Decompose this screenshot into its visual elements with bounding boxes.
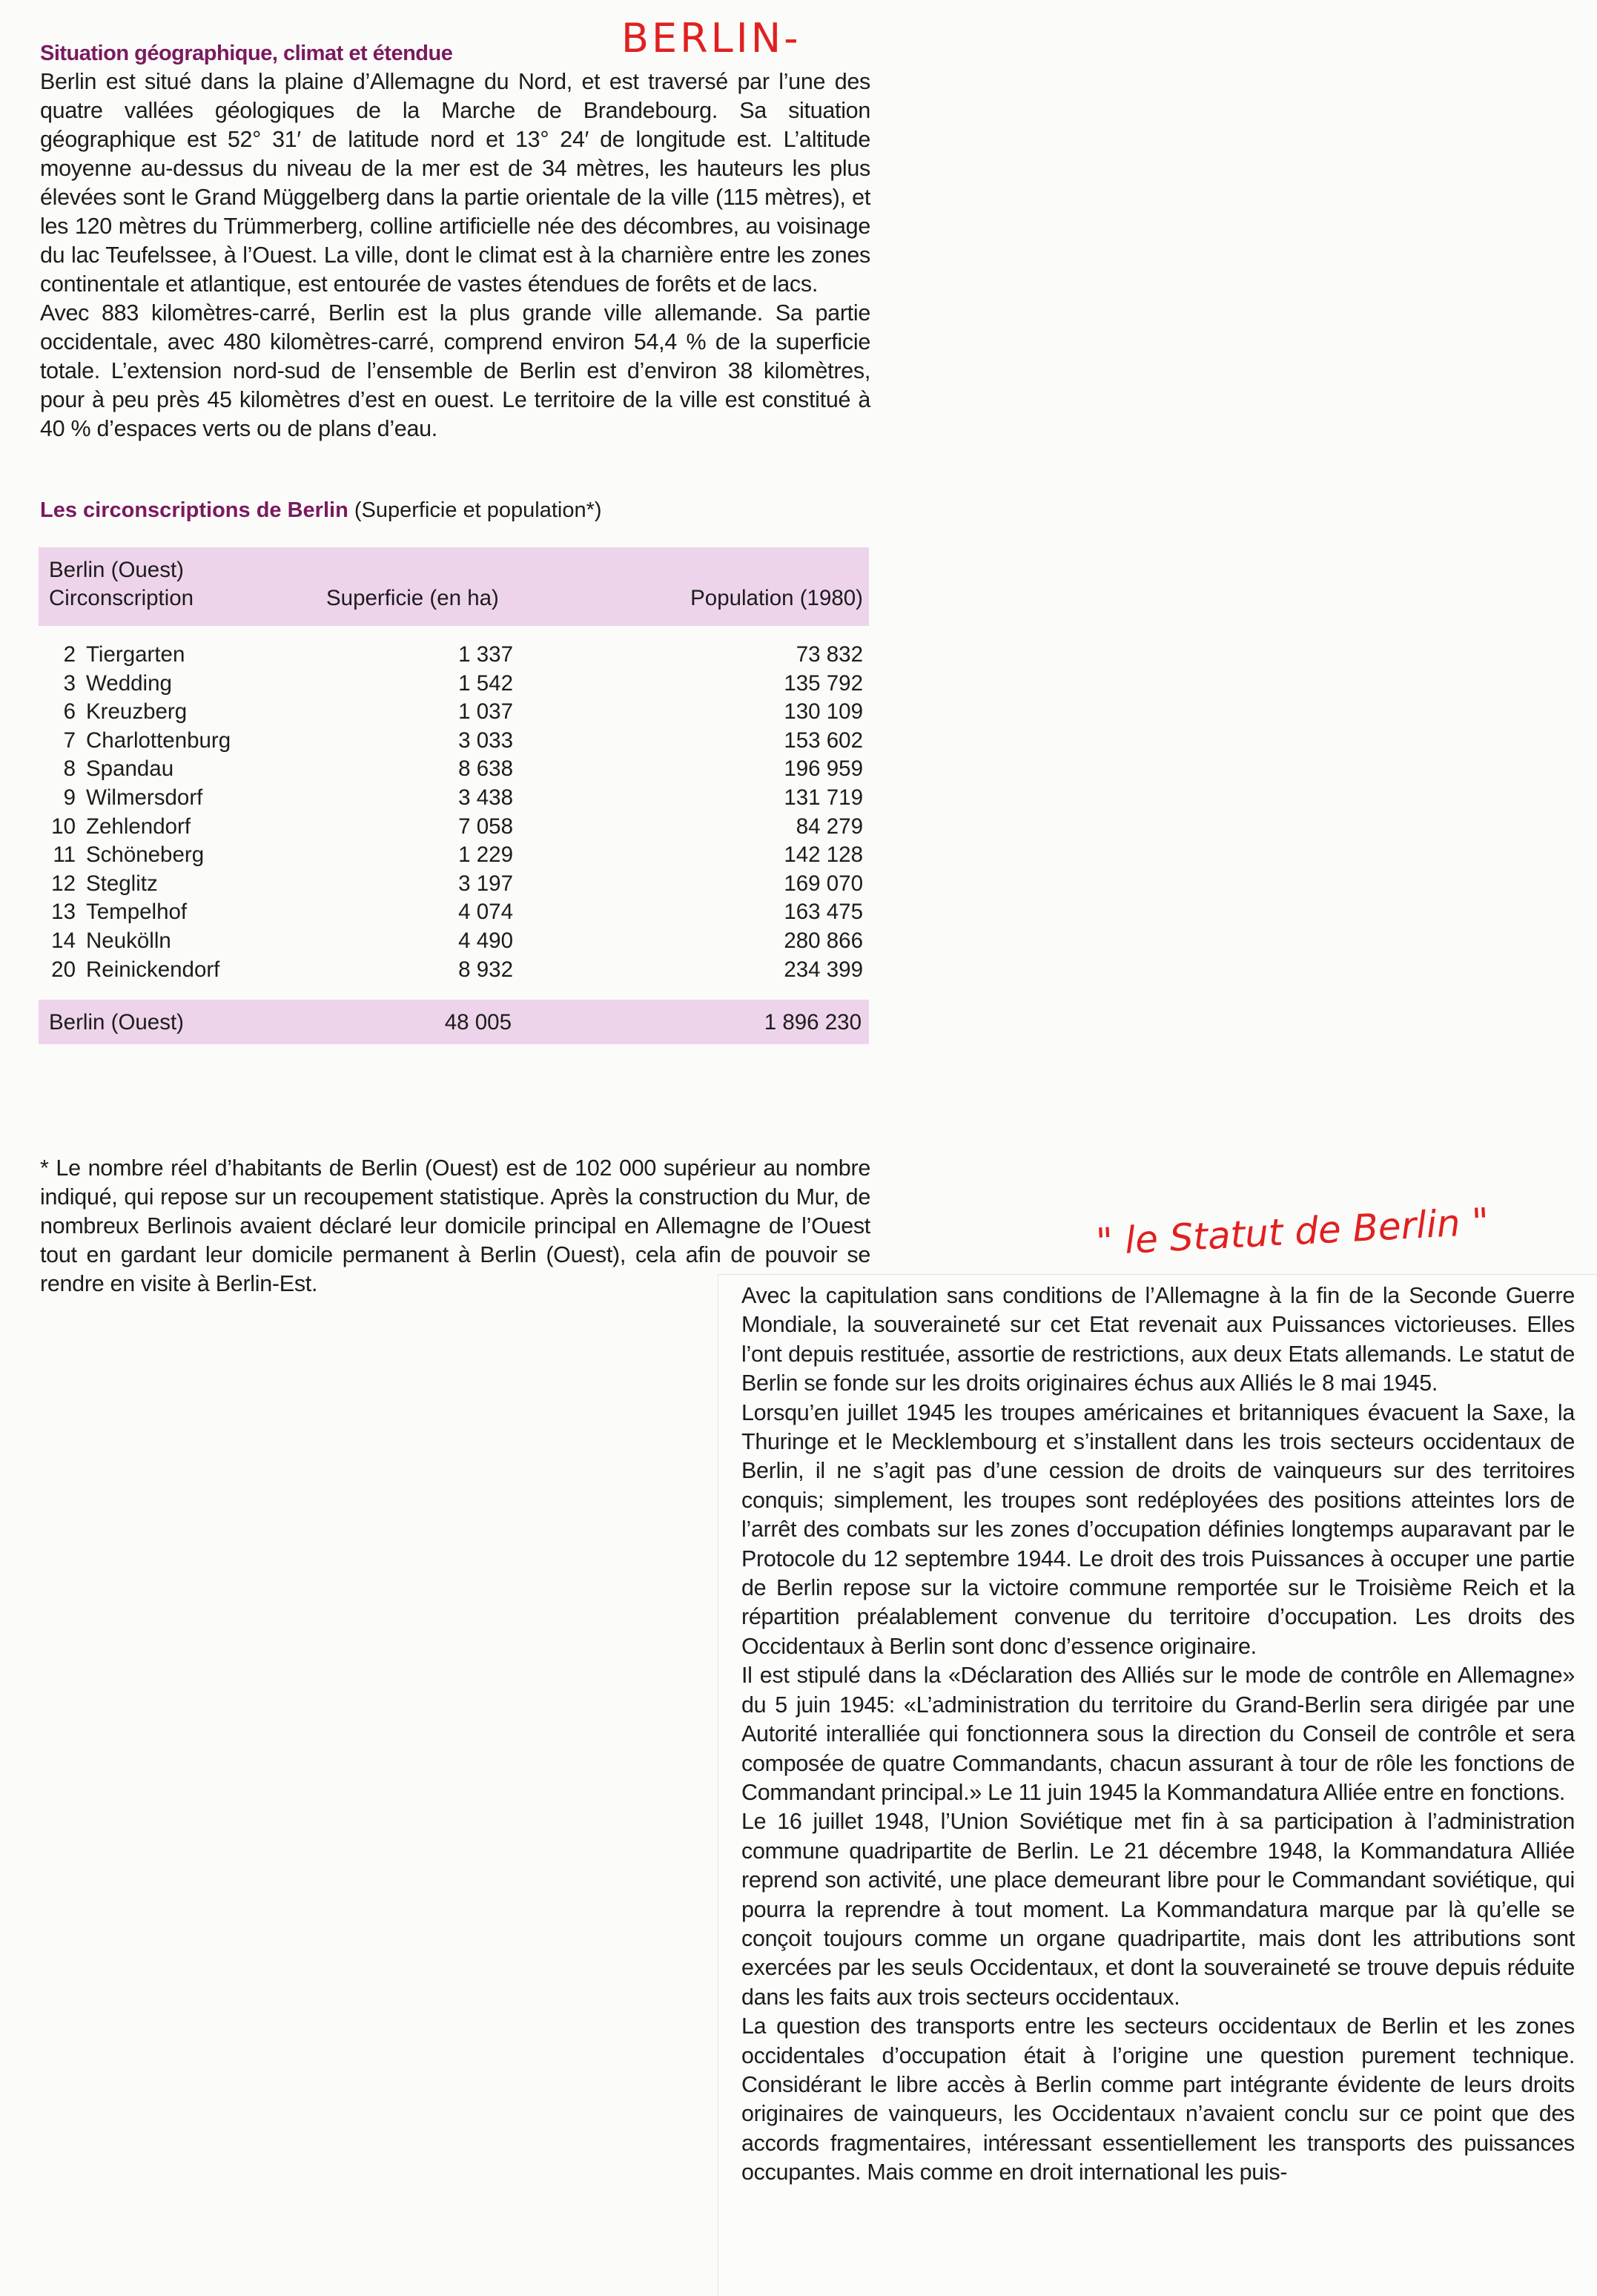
district-name: Schöneberg [86, 842, 205, 868]
table-row [39, 900, 869, 928]
table-row [39, 728, 869, 757]
district-population: 84 279 [796, 814, 863, 839]
statut-paragraph-2: Lorsqu’en juillet 1945 les troupes américaines et britanniques évacuent la Saxe, la Thuringe et le Mecklembourg et s’installent dans les trois secteurs occidentaux de Berlin, il ne s’agit pas d’une cession de droits de vainqueurs sur des territoires conquis; simplement, les troupes sont redéployées des positions atteintes lors de l’arrêt des combats sur les zones d’occupation définies longtemps auparavant par le Protocole du 12 septembre 1944. Le droit des trois Puissances à occuper une partie de Berlin repose sur la victoire commune remportée sur le Troisième Reich et la répartition préalablement convenue du territoire d’occupation. Les droits des Occidentaux à Berlin sont donc d’essence originaire. [741, 1399, 1575, 1659]
statut-paragraph-4: Le 16 juillet 1948, l’Union Soviétique met fin à sa participation à l’administration commune quadripartite de Berlin. Le 21 décembre 1948, la Kommandatura Alliée reprend son activité, une place demeurant libre pour le Commandant soviétique, qui pourra la reprendre à tout moment. La Kommandatura marque par là qu’elle se conçoit toujours comme un organe quadripartite, mais dont les attributions sont exercées par les seuls Occidentaux, et dont la souveraineté se trouve depuis réduite dans les faits aux trois secteurs occidentaux. [741, 1809, 1575, 2010]
district-area: 8 638 [458, 756, 513, 782]
district-area: 3 438 [458, 785, 513, 810]
district-number: 20 [51, 957, 76, 982]
handwritten-statut-title: " le Statut de Berlin " [1094, 1200, 1490, 1264]
district-name: Spandau [86, 756, 174, 782]
district-population: 234 399 [784, 957, 863, 982]
district-name: Steglitz [86, 871, 158, 896]
table-row [39, 814, 869, 843]
section-title: Situation géographique, climat et étendue [40, 42, 453, 65]
table-row [39, 957, 869, 986]
geography-section [40, 42, 870, 443]
district-population: 135 792 [784, 670, 863, 696]
table-row [39, 756, 869, 785]
district-number: 3 [63, 670, 76, 696]
district-number: 8 [63, 756, 76, 782]
district-population: 163 475 [784, 900, 863, 925]
district-population: 73 832 [796, 642, 863, 667]
district-number: 14 [51, 928, 76, 953]
total-label: Berlin (Ouest) [49, 1010, 184, 1035]
district-area: 1 037 [458, 699, 513, 725]
district-name: Wedding [86, 670, 172, 696]
district-name: Kreuzberg [86, 699, 188, 725]
table-row [39, 642, 869, 671]
district-name: Tempelhof [86, 900, 188, 925]
district-number: 13 [51, 900, 76, 925]
district-population: 130 109 [784, 699, 863, 725]
district-number: 7 [63, 728, 76, 753]
geography-paragraph-2: Avec 883 kilomètres-carré, Berlin est la plus grande ville allemande. Sa partie occidentale, avec 480 kilomètres-carré, comprend environ 54,4 % de la superficie totale. L’extension nord-sud de l’ensemble de Berlin est d’environ 38 kilomètres, pour à peu près 45 kilomètres d’est en ouest. Le territoire de la ville est constitué à 40 % d’espaces verts ou de plans d’eau. [40, 300, 870, 441]
district-area: 1 229 [458, 842, 513, 868]
table-title: Les circonscriptions de Berlin [40, 498, 348, 522]
district-name: Zehlendorf [86, 814, 191, 839]
table-row [39, 928, 869, 957]
district-population: 131 719 [784, 785, 863, 810]
table-row [39, 785, 869, 814]
district-name: Reinickendorf [86, 957, 220, 982]
district-number: 2 [63, 642, 76, 667]
table-row [39, 842, 869, 871]
district-population: 196 959 [784, 756, 863, 782]
district-population: 169 070 [784, 871, 863, 896]
district-number: 6 [63, 699, 76, 725]
district-area: 7 058 [458, 814, 513, 839]
table-row [39, 871, 869, 900]
district-area: 3 033 [458, 728, 513, 753]
district-number: 10 [51, 814, 76, 839]
district-name: Wilmersdorf [86, 785, 203, 810]
table-row [39, 699, 869, 728]
total-area: 48 005 [444, 1010, 512, 1035]
district-number: 11 [53, 842, 76, 868]
table-row [39, 671, 869, 700]
statut-paragraph-5: La question des transports entre les secteurs occidentaux de Berlin et les zones occidentales d’occupation était à l’origine une question purement technique. Considérant le libre accès à Berlin comme part intégrante évidente de leurs droits originaires de vainqueurs, les Occidentaux n’avaient conclu sur ce point que des accords fragmentaires, intéressant essentiellement les transports des puissances occupantes. Mais comme en droit international les puis- [741, 2013, 1575, 2186]
district-number: 9 [63, 785, 76, 810]
district-area: 1 542 [458, 670, 513, 696]
district-area: 4 074 [458, 900, 513, 925]
district-number: 12 [51, 871, 76, 896]
district-name: Charlottenburg [86, 728, 231, 753]
district-name: Neukölln [86, 928, 171, 953]
statut-paragraph-3: Il est stipulé dans la «Déclaration des Alliés sur le mode de contrôle en Allemagne» du 5 juin 1945: «L’administration du territoire du Grand-Berlin sera dirigée par une Autorité interalliée qui fonctionnera sous la direction du Conseil de contrôle et sera composée de quatre Commandants, chacun assurant à tour de rôle les fonctions de Commandant principal.» Le 11 juin 1945 la Kommandatura Alliée entre en fonctions. [741, 1663, 1575, 1805]
statut-section [741, 1281, 1575, 2188]
district-area: 3 197 [458, 871, 513, 896]
footnote-text: * Le nombre réel d’habitants de Berlin (Ouest) est de 102 000 supérieur au nombre indiqué, qui repose sur un recoupement statistique. Après la construction du Mur, de nombreux Berlinois avaient déclaré leur domicile principal en Allemagne de l’Ouest tout en gardant leur domicile permanent à Berlin (Ouest), cela afin de pouvoir se rendre en visite à Berlin-Est. [40, 1155, 870, 1296]
district-area: 1 337 [458, 642, 513, 667]
district-area: 8 932 [458, 957, 513, 982]
table-heading [40, 498, 602, 523]
statut-paragraph-1: Avec la capitulation sans conditions de l’Allemagne à la fin de la Seconde Guerre Mondiale, la souveraineté sur cet Etat revenait aux Puissances victorieuses. Elles l’ont depuis restituée, assortie de restrictions, aux deux Etats allemands. Le statut de Berlin se fonde sur les droits originaires échus aux Alliés le 8 mai 1945. [741, 1283, 1575, 1396]
header-circonscription: Circonscription [49, 586, 194, 610]
header-berlin-ouest: Berlin (Ouest) [49, 558, 184, 582]
header-superficie: Superficie (en ha) [326, 586, 499, 610]
district-population: 153 602 [784, 728, 863, 753]
district-population: 280 866 [784, 928, 863, 953]
geography-paragraph-1: Berlin est situé dans la plaine d’Allemagne du Nord, et est traversé par l’une des quatre vallées géologiques de la Marche de Brandebourg. Sa situation géographique est 52° 31′ de latitude nord et 13° 24′ de longitude est. L’altitude moyenne au-dessus du niveau de la mer est de 34 mètres, les hauteurs les plus élevées sont le Grand Müggelberg dans la partie orientale de la ville (115 mètres), et les 120 mètres du Trümmerberg, colline artificielle née des décombres, au voisinage du lac Teufelssee, à l’Ouest. La ville, dont le climat est à la charnière entre les zones continentale et atlantique, est entourée de vastes étendues de forêts et de lacs. [40, 69, 870, 297]
district-population: 142 128 [784, 842, 863, 868]
table-subtitle: (Superficie et population*) [354, 498, 602, 522]
total-population: 1 896 230 [764, 1010, 862, 1035]
header-population: Population (1980) [690, 586, 863, 610]
district-area: 4 490 [458, 928, 513, 953]
handwritten-title: BERLIN- [621, 15, 801, 62]
district-name: Tiergarten [86, 642, 185, 667]
